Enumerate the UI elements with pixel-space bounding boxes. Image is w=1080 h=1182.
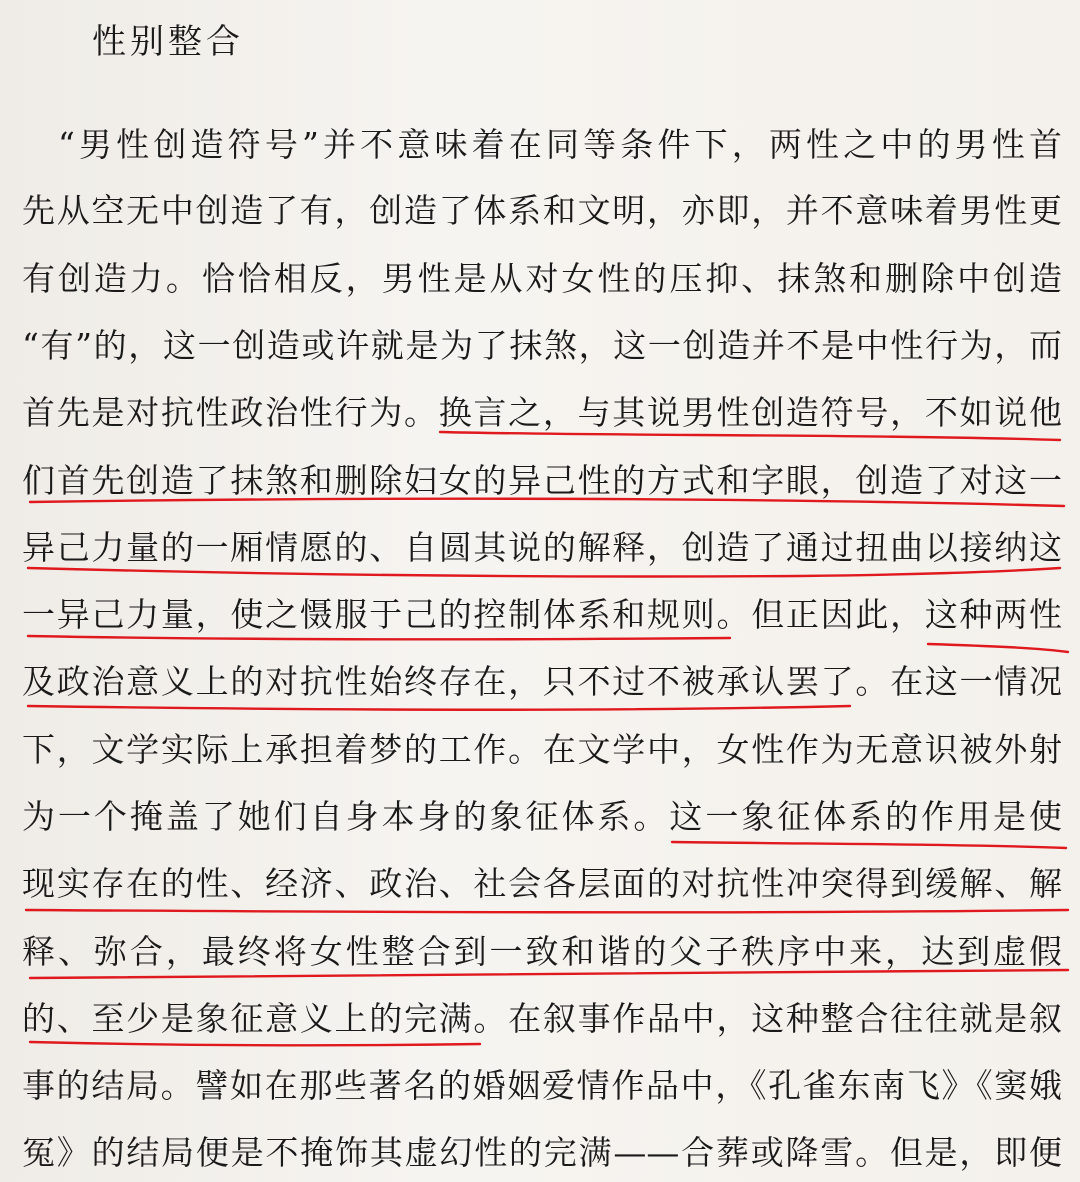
text-line-1: “男性创造符号”并不意味着在同等条件下，两性之中的男性首 xyxy=(58,125,1062,164)
text-line-14: 的、至少是象征意义上的完满。在叙事作品中，这种整合往往就是叙 xyxy=(22,999,1062,1038)
text-line-16: 冤》的结局便是不掩饰其虚幻性的完满——合葬或降雪。但是，即便 xyxy=(22,1133,1062,1172)
text-line-12: 现实存在的性、经济、政治、社会各层面的对抗性冲突得到缓解、解 xyxy=(22,864,1062,903)
underline-7 xyxy=(672,842,1066,848)
text-line-2: 先从空无中创造了有，创造了体系和文明，亦即，并不意味着男性更 xyxy=(22,191,1062,230)
text-line-10: 下，文学实际上承担着梦的工作。在文学中，女性作为无意识被外射 xyxy=(22,730,1062,769)
text-line-15: 事的结局。譬如在那些著名的婚姻爱情作品中，《孔雀东南飞》《窦娥 xyxy=(22,1066,1062,1105)
text-line-4: “有”的，这一创造或许就是为了抹煞，这一创造并不是中性行为，而 xyxy=(22,326,1062,365)
text-line-3: 有创造力。恰恰相反，男性是从对女性的压抑、抹煞和删除中创造 xyxy=(22,259,1062,298)
text-line-8: 一异己力量，使之慑服于己的控制体系和规则。但正因此，这种两性 xyxy=(22,595,1062,634)
text-line-7: 异己力量的一厢情愿的、自圆其说的解释，创造了通过扭曲以接纳这 xyxy=(22,528,1062,567)
section-heading: 性别整合 xyxy=(92,22,244,62)
text-line-13: 释、弥合，最终将女性整合到一致和谐的父子秩序中来，达到虚假 xyxy=(22,932,1062,971)
underline-5 xyxy=(928,644,1068,652)
text-line-9: 及政治意义上的对抗性始终存在，只不过不被承认罢了。在这一情况 xyxy=(22,662,1062,701)
underline-8 xyxy=(26,910,1068,912)
text-line-11: 为一个掩盖了她们自身本身的象征体系。这一象征体系的作用是使 xyxy=(22,797,1062,836)
text-line-6: 们首先创造了抹煞和删除妇女的异己性的方式和字眼，创造了对这一 xyxy=(22,461,1062,500)
text-line-5: 首先是对抗性政治性行为。换言之，与其说男性创造符号，不如说他 xyxy=(22,393,1062,432)
